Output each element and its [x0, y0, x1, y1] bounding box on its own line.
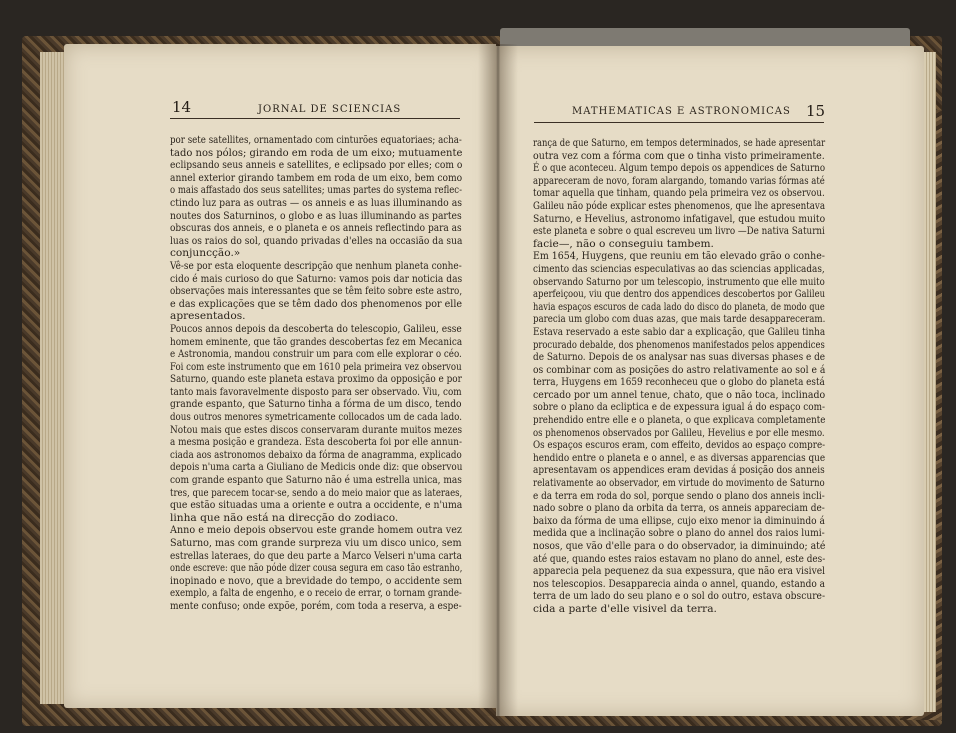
text-line: apresentavam os appendices eram devidas á posição dos anneis	[533, 464, 825, 477]
text-line: procurado debalde, dos phenomenos manifestados pelos appendices	[533, 338, 825, 351]
text-line: outra vez com a fórma com que o tinha visto primeiramente.	[533, 149, 825, 162]
text-line: havia espaços escuros de cada lado do disco do planeta, de modo que	[533, 300, 825, 313]
text-line: tanto mais favoravelmente disposto para ser observado. Viu, com	[170, 385, 462, 398]
text-line: Em 1654, Huygens, que reuniu em tão elevado grão o conhe-	[533, 250, 825, 263]
text-line: Saturno, quando este planeta estava proximo da opposição e por	[170, 373, 462, 386]
text-line: nos telescopios. Desapparecia ainda o annel, quando, estando a	[533, 577, 826, 590]
text-line: annel exterior girando tambem em roda de um eixo, bem como	[170, 171, 463, 184]
left-header-rule	[170, 118, 460, 119]
text-line: apresentados.	[170, 310, 246, 323]
text-line: linha que não está na direcção do zodiaco.	[170, 511, 399, 524]
text-line: com grande espanto que Saturno não é uma estrella unica, mas	[170, 474, 462, 487]
text-line: terra, Huygens em 1659 reconheceu que o globo do planeta está	[533, 376, 825, 389]
right-page-number: 15	[806, 102, 826, 120]
text-line: estrellas lateraes, do que deu parte a Marco Velseri n'uma carta	[170, 549, 462, 562]
text-line: os combinar com as posições do astro relativamente ao sol e á	[533, 363, 826, 376]
text-line: até que, quando estes raios estavam no plano do annel, este des-	[533, 552, 826, 565]
text-line: este planeta e sobre o qual escreveu um livro —De nativa Saturni	[533, 225, 825, 238]
text-line: prehendido entre elle e o planeta, o que explicava completamente	[533, 414, 826, 427]
text-line: cida a parte d'elle visivel da terra.	[533, 602, 717, 615]
text-line: Foi com este instrumento que em 1610 pela primeira vez observou	[170, 360, 462, 373]
text-line: Estava reservado a este sabio dar a explicação, que Galileu tinha	[533, 325, 826, 338]
text-line: que estão situadas uma a oriente e outra a occidente, e n'uma	[170, 499, 463, 512]
text-line: tado nos pólos; girando em roda de um eixo; mutuamente	[170, 146, 463, 159]
text-line: medida que a inclinação sobre o plano do annel dos raios lumi-	[533, 527, 825, 540]
text-line: exemplo, a falta de engenho, e o receio de errar, o tornam grande-	[170, 587, 462, 600]
text-line: Galileu não póde explicar estes phenomenos, que lhe apresentava	[533, 199, 826, 212]
text-line: luas os raios do sol, quando privadas d'elles na occasião da sua	[170, 234, 463, 247]
text-line: Anno e meio depois observou este grande homem outra vez	[170, 524, 462, 537]
left-page-stack	[40, 52, 66, 704]
text-line: parecia um globo com duas azas, que mais tarde desappareceram.	[533, 313, 826, 326]
text-line: observações mais interessantes que se têm feito sobre este astro,	[170, 285, 463, 298]
text-line: o mais affastado dos seus satellites; umas partes do systema reflec-	[170, 184, 462, 197]
text-line: rança de que Saturno, em tempos determinados, se hade apresentar	[533, 137, 826, 149]
text-line: e da terra em roda do sol, porque sendo o plano dos anneis incli-	[533, 489, 825, 502]
text-line: terra de um lado do seu plano e o sol do outro, estava obscure-	[533, 590, 826, 603]
right-running-head: MATHEMATICAS E ASTRONOMICAS	[572, 106, 791, 117]
text-line: É o que aconteceu. Algum tempo depois os appendices de Saturno	[533, 162, 826, 175]
text-line: Notou mais que estes discos conservaram durante muitos mezes	[170, 423, 463, 436]
text-line: de Saturno. Depois de os analysar nas suas diversas phases e de	[533, 351, 826, 364]
text-line: depois n'uma carta a Giuliano de Medicis onde diz: que observou	[170, 461, 463, 474]
text-line: ciada aos astronomos debaixo da fórma de anagramma, explicado	[170, 448, 462, 461]
text-line: homem eminente, que tão grandes descobertas fez em Mecanica	[170, 335, 463, 348]
text-line: dous outros menores symetricamente collocados um de cada lado.	[170, 411, 462, 424]
text-line: obscuras dos anneis, e o planeta e os anneis reflectindo para as	[170, 222, 462, 235]
text-line: cido é mais curioso do que Saturno: vamos pois dar noticia das	[170, 272, 463, 285]
text-line: inopinado e novo, que a brevidade do tempo, o accidente sem	[170, 574, 463, 587]
text-line: baixo da fórma de uma ellipse, cujo eixo menor ia diminuindo á	[533, 514, 825, 527]
text-line: facie—, não o conseguiu tambem.	[533, 237, 714, 250]
text-line: eclipsando seus anneis e satellites, e eclipsado por elles; com o	[170, 159, 463, 172]
text-line: e das explicações que se têm dado dos phenomenos por elle	[170, 297, 463, 310]
text-line: Saturno, mas com grande surpreza viu um disco unico, sem	[170, 537, 462, 549]
text-line: appareceram de novo, foram alargando, tomando varias fórmas até	[533, 174, 825, 187]
text-line: nado sobre o plano da orbita da terra, os anneis appareciam de-	[533, 502, 825, 515]
book-gutter	[478, 44, 518, 716]
text-line: onde escreve: que não póde dizer cousa segura em caso tão estranho,	[170, 562, 463, 575]
page-top-edge	[500, 28, 910, 46]
text-line: hendido entre o planeta e o annel, e as diversas apparencias que	[533, 451, 826, 464]
text-line: Vê-se por esta eloquente descripção que nenhum planeta conhe-	[170, 259, 462, 272]
text-line: tomar aquella que tinham, quando pela primeira vez os observou.	[533, 187, 825, 200]
text-line: por sete satellites, ornamentado com cinturões equatoriaes; acha-	[170, 134, 462, 146]
text-line: Os espaços escuros eram, com effeito, devidos ao espaço compre-	[533, 439, 826, 452]
text-line: Poucos annos depois da descoberta do telescopio, Galileu, esse	[170, 322, 462, 335]
text-line: tres, que parecem tocar-se, sendo a do meio maior que as lateraes,	[170, 486, 463, 499]
text-line: nosos, que vão d'elle para o do observador, ia diminuindo; até	[533, 540, 826, 552]
left-body-text	[170, 134, 462, 613]
text-line: cercado por um annel tenue, chato, que o não toca, inclinado	[533, 388, 826, 401]
text-line: noutes dos Saturninos, o globo e as luas illuminando as partes	[170, 209, 462, 222]
text-line: grande espanto, que Saturno tinha a fórma de um disco, tendo	[170, 398, 462, 411]
left-page-number: 14	[172, 98, 192, 116]
text-line: a mesma posição e grandeza. Esta descoberta foi por elle annun-	[170, 436, 462, 449]
text-line: e Astronomia, mandou construir um para com elle explorar o céo.	[170, 348, 462, 361]
text-line: apparecia pela pequenez da sua expessura, que não era visivel	[533, 565, 826, 578]
text-line: aperfeiçoou, viu que dentro dos appendices descobertos por Galileu	[533, 288, 826, 301]
right-header-rule	[534, 122, 824, 123]
text-line: Saturno, e Hevelius, astronomo infatigavel, que estudou muito	[533, 212, 826, 225]
text-line: sobre o plano da ecliptica e de expessura igual á do espaço com-	[533, 401, 826, 414]
right-page-stack	[924, 52, 936, 712]
left-running-head: JORNAL DE SCIENCIAS	[258, 104, 402, 115]
right-body-text	[533, 137, 825, 616]
text-line: mente confuso; onde expõe, porém, com toda a reserva, a espe-	[170, 599, 462, 612]
text-line: os phenomenos observados por Galileu, Hevelius e por elle mesmo.	[533, 426, 825, 439]
text-line: ctindo luz para as outras — os anneis e as luas illuminando as	[170, 196, 463, 209]
text-line: cimento das sciencias especulativas ao das sciencias applicadas,	[533, 262, 825, 275]
text-line: conjuncção.»	[170, 247, 241, 260]
text-line: observando Saturno por um telescopio, instrumento que elle muito	[533, 275, 825, 288]
text-line: relativamente ao observador, em virtude do movimento de Saturno	[533, 477, 825, 490]
